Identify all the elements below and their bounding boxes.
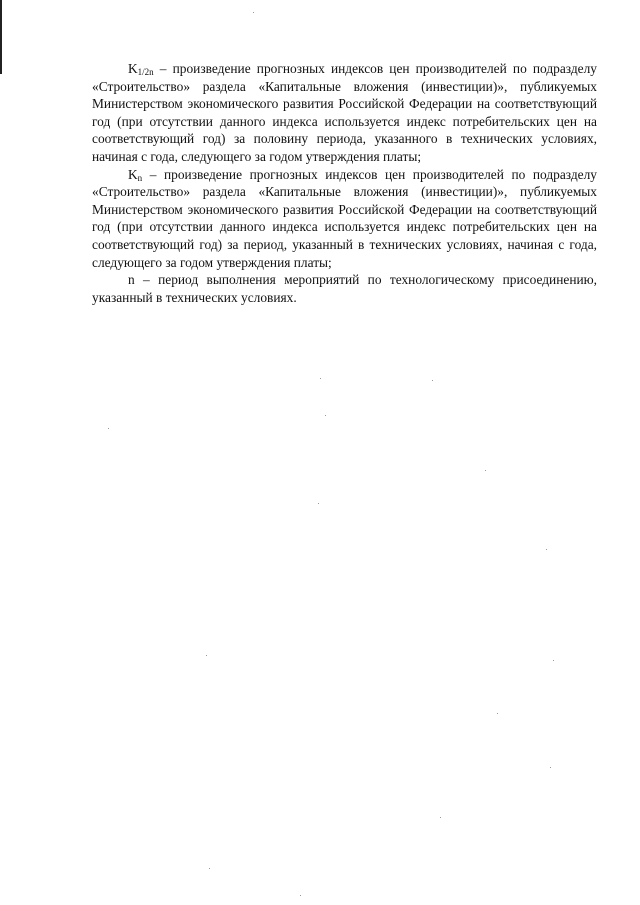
paragraph-text: – период выполнения мероприятий по технологическому присоединению, указанный в технических условиях. (92, 272, 597, 305)
symbol: $K_n$ (128, 166, 143, 183)
paragraph-k-n (92, 166, 597, 272)
scan-speck (546, 549, 547, 550)
scan-speck (206, 655, 207, 656)
scan-speck (485, 470, 486, 471)
scan-speck (553, 660, 554, 661)
paragraph-text: – произведение прогнозных индексов цен производителей по подразделу «Строительство» раздела «Капитальные вложения (инвестиции)», публикуемых Министерством экономического развития Российской Федерации на соответствующий год (при отсутствии данного индекса используется индекс потребительских цен на соответствующий год) за половину периода, указанного в технических условиях, начиная с года, следующего за годом утверждения платы; (92, 61, 597, 164)
scan-speck (253, 12, 254, 13)
scan-speck (432, 380, 433, 381)
document-body (92, 60, 597, 306)
scan-speck (108, 428, 109, 429)
paragraph-n (92, 271, 597, 306)
symbol: $K_{1/2n}$ (128, 61, 154, 77)
scan-speck (440, 817, 441, 818)
scan-speck (497, 713, 498, 714)
scan-speck (209, 868, 210, 869)
paragraph-text: – произведение прогнозных индексов цен производителей по подразделу «Строительство» раздела «Капитальные вложения (инвестиции)», публикуемых Министерством экономического развития Российской Федерации на соответствующий год (при отсутствии данного индекса используется индекс потребительских цен на соответствующий год) за период, указанный в технических условиях, начиная с года, следующего за годом утверждения платы; (92, 166, 597, 270)
scan-speck (550, 767, 551, 768)
scan-edge-mark (0, 0, 2, 74)
paragraph-k-half-n (92, 60, 597, 166)
scan-speck (318, 503, 319, 504)
scan-speck (325, 415, 326, 416)
symbol: n (128, 272, 135, 288)
scan-speck (300, 895, 301, 896)
scan-speck (320, 378, 321, 379)
